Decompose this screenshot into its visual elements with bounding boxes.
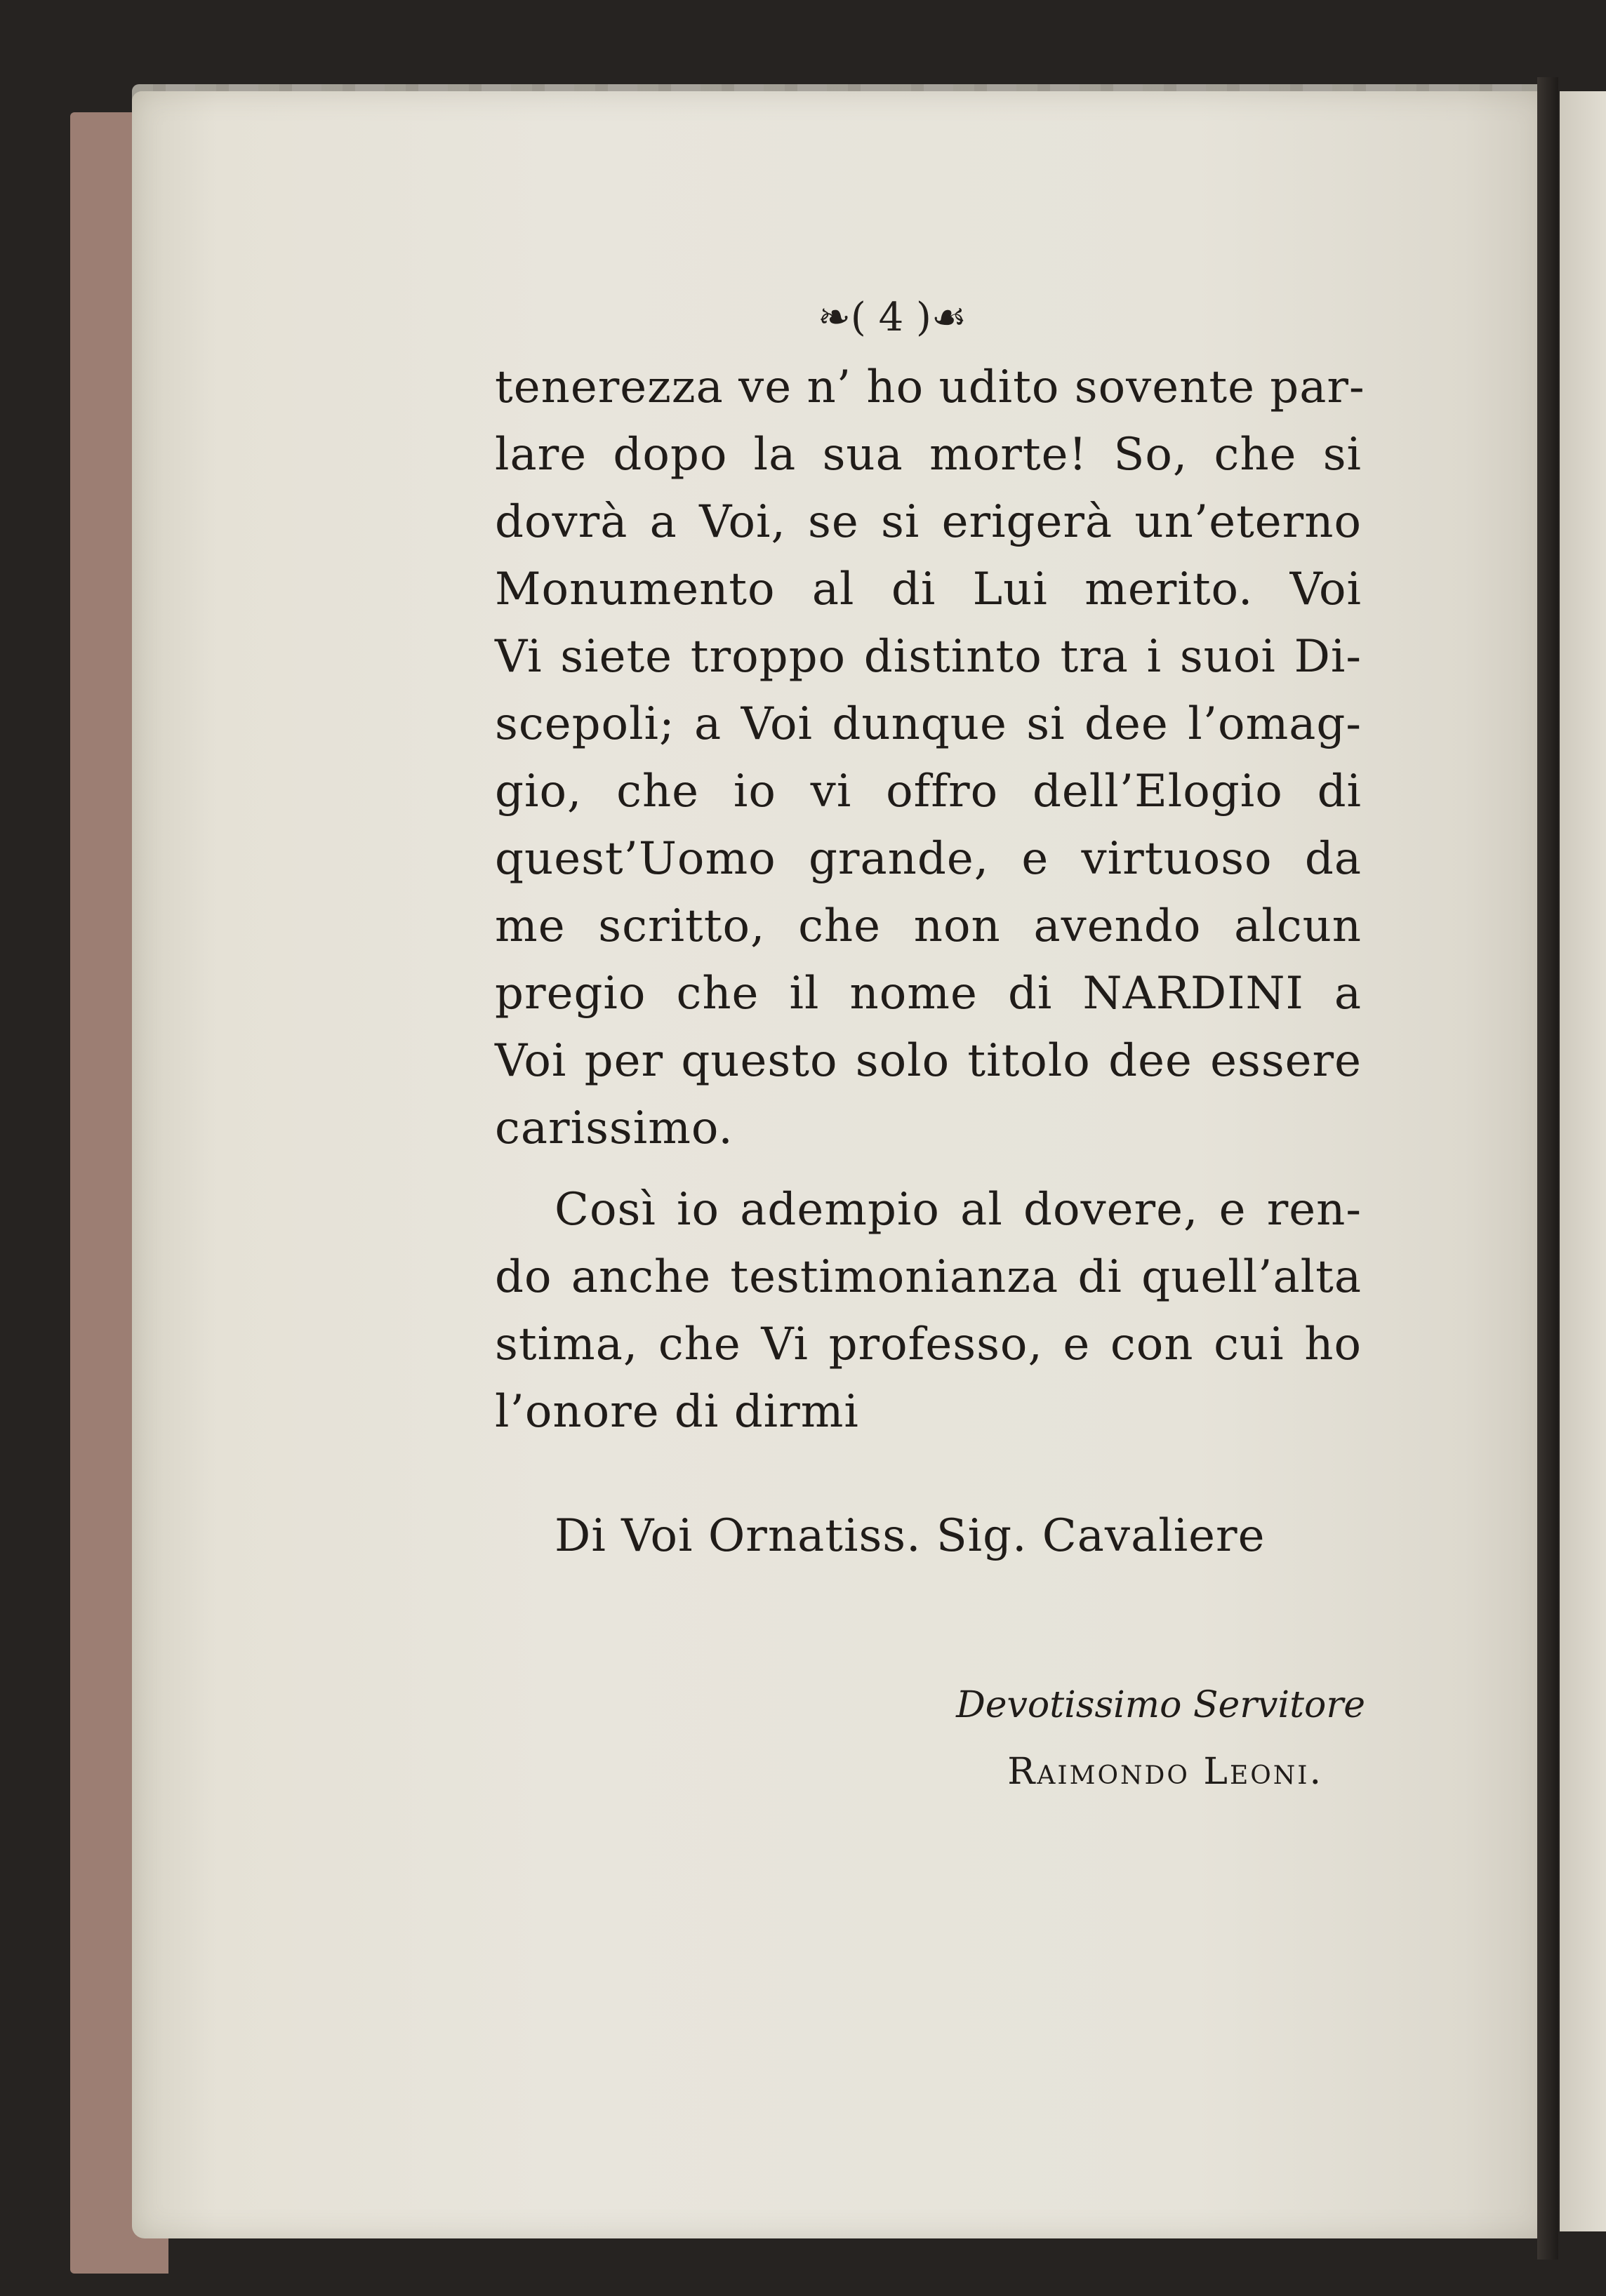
text-line: pregio che il nome di NARDINI a [495, 968, 1362, 1020]
facing-page-edge [1560, 91, 1606, 2231]
text-line: quest’Uomo grande, e virtuoso da [495, 833, 1362, 885]
text-line: scepoli; a Voi dunque si dee l’omag- [495, 698, 1362, 750]
closing-salutation: Di Voi Ornatiss. Sig. Cavaliere [555, 1510, 1266, 1562]
signature-title: Devotissimo Servitore [956, 1684, 1365, 1726]
text-line: Vi siete troppo distinto tra i suoi Di- [495, 631, 1362, 683]
book-page [132, 91, 1550, 2238]
text-line: carissimo. [495, 1102, 734, 1154]
text-line: l’onore di dirmi [495, 1386, 859, 1438]
page-number: ❧( 4 )☙ [818, 295, 967, 340]
text-line: stima, che Vi professo, e con cui ho [495, 1319, 1362, 1370]
text-line: Così io adempio al dovere, e ren- [555, 1184, 1362, 1236]
text-line: dovrà a Voi, se si erigerà un’eterno [495, 496, 1362, 548]
signature-name: Raimondo Leoni. [1007, 1751, 1323, 1793]
text-line: tenerezza ve n’ ho udito sovente par- [495, 361, 1365, 413]
text-line: lare dopo la sua morte! So, che si [495, 429, 1362, 481]
book-gutter [1537, 77, 1558, 2260]
text-line: Monumento al di Lui merito. Voi [495, 563, 1362, 615]
text-line: Voi per questo solo titolo dee essere [495, 1035, 1362, 1087]
text-line: do anche testimonianza di quell’alta [495, 1251, 1362, 1303]
text-line: gio, che io vi offro dell’Elogio di [495, 766, 1362, 817]
text-line: me scritto, che non avendo alcun [495, 900, 1362, 952]
